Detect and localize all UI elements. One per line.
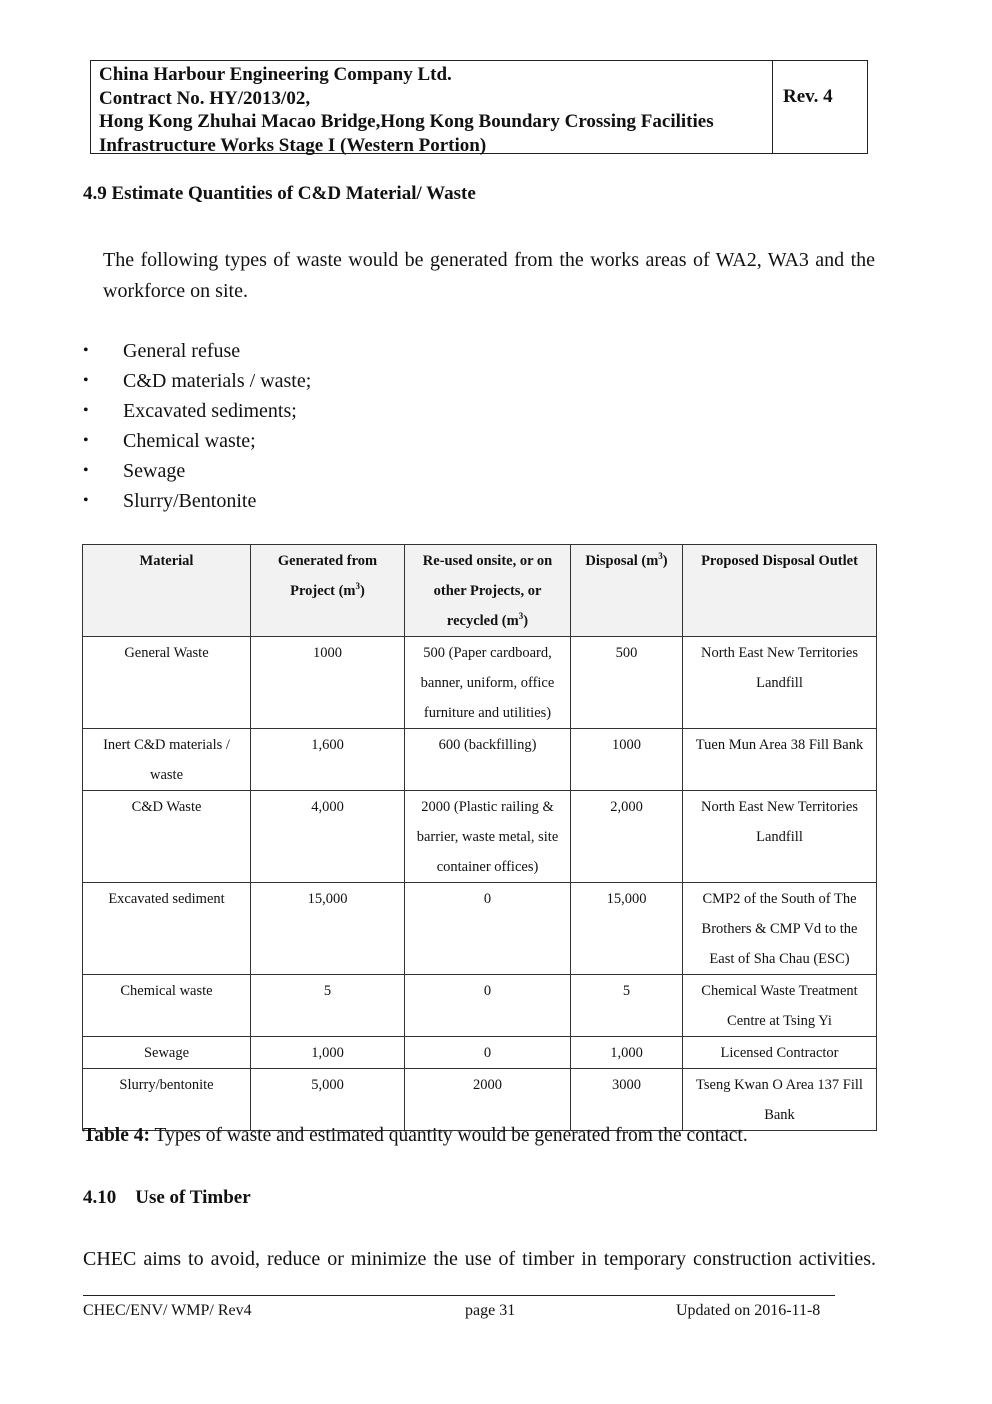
- table-row: [83, 883, 877, 975]
- table-caption-text: Types of waste and estimated quantity would be generated from the contact.: [150, 1125, 748, 1146]
- table-caption: [83, 1125, 748, 1147]
- header-revision: Rev. 4: [783, 86, 833, 107]
- section-4-10-text: CHEC aims to avoid, reduce or minimize the use of timber in temporary construction activities.: [83, 1248, 876, 1270]
- footer-document-ref: CHEC/ENV/ WMP/ Rev4: [83, 1302, 252, 1319]
- cell-disposal: 2,000: [571, 791, 683, 883]
- table-row: [83, 1069, 877, 1131]
- cell-outlet: Licensed Contractor: [683, 1037, 877, 1069]
- cell-disposal: 1000: [571, 729, 683, 791]
- list-item: [83, 426, 311, 456]
- cell-generated: 4,000: [251, 791, 405, 883]
- cell-outlet: Tuen Mun Area 38 Fill Bank: [683, 729, 877, 791]
- cell-material: C&D Waste: [83, 791, 251, 883]
- cell-generated: 1,000: [251, 1037, 405, 1069]
- cell-generated: 1,600: [251, 729, 405, 791]
- cell-reused: 600 (backfilling): [405, 729, 571, 791]
- table-row: [83, 975, 877, 1037]
- table-row: [83, 729, 877, 791]
- bullet-icon: •: [83, 342, 89, 359]
- cell-generated: 15,000: [251, 883, 405, 975]
- table-header-row: [83, 545, 877, 637]
- cell-material: Excavated sediment: [83, 883, 251, 975]
- cell-material: Sewage: [83, 1037, 251, 1069]
- cell-material: Inert C&D materials / waste: [83, 729, 251, 791]
- bullet-icon: •: [83, 432, 89, 449]
- table-row: [83, 637, 877, 729]
- bullet-icon: •: [83, 462, 89, 479]
- cell-reused: 500 (Paper cardboard, banner, uniform, office furniture and utilities): [405, 637, 571, 729]
- cell-disposal: 15,000: [571, 883, 683, 975]
- bullet-icon: •: [83, 402, 89, 419]
- cell-outlet: CMP2 of the South of The Brothers & CMP Vd to the East of Sha Chau (ESC): [683, 883, 877, 975]
- cell-material: Slurry/bentonite: [83, 1069, 251, 1131]
- table-caption-label: Table 4:: [83, 1125, 151, 1146]
- waste-type-list: [83, 336, 311, 516]
- list-item-text: Excavated sediments;: [123, 400, 297, 422]
- list-item: [83, 486, 311, 516]
- list-item: [83, 396, 311, 426]
- cell-disposal: 1,000: [571, 1037, 683, 1069]
- cell-outlet: Chemical Waste Treatment Centre at Tsing Yi: [683, 975, 877, 1037]
- list-item: [83, 336, 311, 366]
- cell-material: Chemical waste: [83, 975, 251, 1037]
- header-line-project: Hong Kong Zhuhai Macao Bridge,Hong Kong Boundary Crossing Facilities: [99, 111, 714, 132]
- list-item-text: Slurry/Bentonite: [123, 490, 257, 512]
- col-header-reused: Re-used onsite, or on other Projects, or recycled $(m^3)$: [405, 545, 571, 637]
- cell-reused: 0: [405, 1037, 571, 1069]
- footer-divider: [83, 1295, 835, 1296]
- bullet-icon: •: [83, 492, 89, 509]
- section-4-10-heading: 4.10 Use of Timber: [83, 1187, 251, 1208]
- cell-generated: 1000: [251, 637, 405, 729]
- list-item: [83, 366, 311, 396]
- footer-updated-date: Updated on 2016-11-8: [676, 1302, 821, 1319]
- table-row: [83, 791, 877, 883]
- cell-outlet: Tseng Kwan O Area 137 Fill Bank: [683, 1069, 877, 1131]
- cell-disposal: 5: [571, 975, 683, 1037]
- waste-quantity-table: [82, 544, 877, 1131]
- cell-reused: 2000: [405, 1069, 571, 1131]
- cell-generated: 5: [251, 975, 405, 1037]
- bullet-icon: •: [83, 372, 89, 389]
- cell-generated: 5,000: [251, 1069, 405, 1131]
- cell-reused: 0: [405, 975, 571, 1037]
- col-header-generated: Generated from Project $(m^3)$: [251, 545, 405, 637]
- col-header-outlet: Proposed Disposal Outlet: [683, 545, 877, 637]
- header-company-block: [91, 61, 773, 156]
- list-item-text: Chemical waste;: [123, 430, 256, 452]
- cell-reused: 0: [405, 883, 571, 975]
- col-header-disposal: Disposal $(m^3)$: [571, 545, 683, 637]
- footer-page-number: page 31: [465, 1302, 516, 1319]
- cell-disposal: 500: [571, 637, 683, 729]
- document-header: [90, 60, 868, 154]
- table-row: [83, 1037, 877, 1069]
- header-line-contract: Contract No. HY/2013/02,: [99, 87, 311, 109]
- cell-material: General Waste: [83, 637, 251, 729]
- header-line-works: Infrastructure Works Stage I (Western Portion): [99, 134, 487, 156]
- section-4-9-intro: The following types of waste would be generated from the works areas of WA2, WA3 and the workforce on site.: [103, 249, 875, 302]
- header-line-company: China Harbour Engineering Company Ltd.: [99, 64, 452, 85]
- col-header-material: Material: [83, 545, 251, 637]
- list-item: [83, 456, 311, 486]
- cell-outlet: North East New Territories Landfill: [683, 637, 877, 729]
- section-4-9-heading: 4.9 Estimate Quantities of C&D Material/ Waste: [83, 183, 476, 204]
- list-item-text: C&D materials / waste;: [123, 370, 312, 392]
- list-item-text: Sewage: [123, 460, 186, 482]
- cell-disposal: 3000: [571, 1069, 683, 1131]
- list-item-text: General refuse: [123, 340, 241, 362]
- cell-reused: 2000 (Plastic railing & barrier, waste metal, site container offices): [405, 791, 571, 883]
- cell-outlet: North East New Territories Landfill: [683, 791, 877, 883]
